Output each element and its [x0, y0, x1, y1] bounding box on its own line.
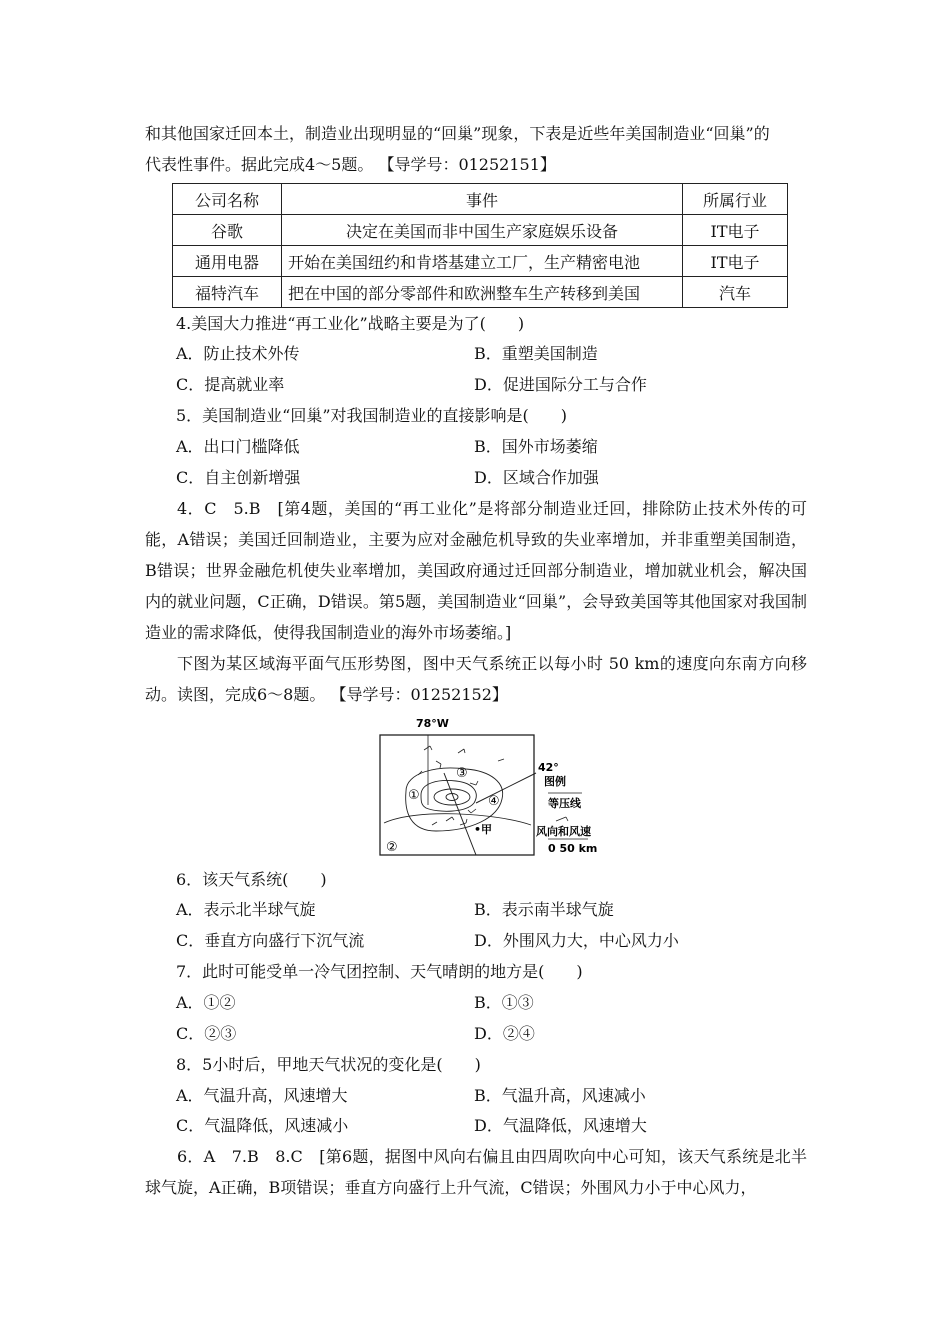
scale-label: 0 50 km — [548, 842, 598, 855]
latitude-label: 42° — [538, 761, 559, 774]
legend-isobar-label: 等压线 — [548, 797, 581, 810]
region-label-2: ② — [386, 840, 398, 855]
table-header-cell: 所属行业 — [683, 184, 788, 215]
q5-option-c: C．自主创新增强 — [176, 468, 301, 487]
table-cell: 谷歌 — [173, 215, 282, 246]
q8-option-d: D．气温降低，风速增大 — [474, 1116, 647, 1135]
isobar — [384, 814, 531, 825]
table-cell: IT电子 — [683, 246, 788, 277]
events-table — [172, 183, 788, 308]
table-header-cell: 公司名称 — [173, 184, 282, 215]
q7-option-b: B．①③ — [474, 993, 534, 1012]
table-cell: 福特汽车 — [173, 277, 282, 308]
region-label-3: ③ — [456, 766, 468, 781]
question-4-stem: 4.美国大力推进“再工业化”战略主要是为了( ) — [176, 314, 525, 333]
q8-option-c: C．气温降低，风速减小 — [176, 1116, 349, 1135]
intro-line-2: 代表性事件。据此完成4～5题。 【导学号：01252151】 — [145, 155, 556, 174]
longitude-label: 78°W — [416, 717, 449, 730]
q7-option-c: C．②③ — [176, 1024, 237, 1043]
point-jia-label: •甲 — [474, 823, 493, 836]
front-line — [476, 773, 536, 803]
q5-option-a: A．出口门槛降低 — [176, 437, 300, 456]
table-cell: 开始在美国纽约和肯塔基建立工厂，生产精密电池 — [282, 246, 683, 277]
q6-option-a: A．表示北半球气旋 — [176, 900, 316, 919]
question-7-stem: 7．此时可能受单一冷气团控制、天气晴朗的地方是( ) — [176, 962, 583, 981]
q7-option-d: D．②④ — [474, 1024, 535, 1043]
intro-6-8: 下图为某区域海平面气压形势图，图中天气系统正以每小时 50 km的速度向东南方向移动。读图，完成6～8题。 【导学号：01252152】 — [145, 654, 807, 704]
table-header-cell: 事件 — [282, 184, 683, 215]
question-8-stem: 8．5小时后，甲地天气状况的变化是( ) — [176, 1055, 481, 1074]
answer-6-8: 6．A 7.B 8.C [第6题，据图中风向右偏且由四周吹向中心可知，该天气系统是北半球气旋，A正确，B项错误；垂直方向盛行上升气流，C错误；外围风力小于中心风力， — [145, 1147, 807, 1197]
legend-wind-swatch — [556, 817, 568, 821]
question-5-stem: 5．美国制造业“回巢”对我国制造业的直接影响是( ) — [176, 406, 568, 425]
q5-option-b: B．国外市场萎缩 — [474, 437, 598, 456]
legend-wind-label: 风向和风速 — [536, 825, 591, 838]
q6-option-d: D．外围风力大，中心风力小 — [474, 931, 679, 950]
table-cell: 把在中国的部分零部件和欧洲整车生产转移到美国 — [282, 277, 683, 308]
table-row — [173, 215, 788, 246]
q7-option-a: A．①② — [176, 993, 236, 1012]
q5-option-d: D．区域合作加强 — [474, 468, 599, 487]
table-header-row — [173, 184, 788, 215]
q4-option-b: B．重塑美国制造 — [474, 344, 598, 363]
weather-map-figure — [376, 713, 612, 859]
wind-barbs — [418, 746, 504, 825]
q4-option-a: A．防止技术外传 — [176, 344, 300, 363]
legend-title: 图例 — [544, 775, 566, 788]
q4-option-d: D．促进国际分工与合作 — [474, 375, 647, 394]
q8-option-a: A．气温升高，风速增大 — [176, 1086, 348, 1105]
q4-option-c: C．提高就业率 — [176, 375, 285, 394]
table-cell: 决定在美国而非中国生产家庭娱乐设备 — [282, 215, 683, 246]
intro-paragraph — [145, 118, 807, 180]
table-cell: IT电子 — [683, 215, 788, 246]
intro-line-1: 和其他国家迁回本土，制造业出现明显的“回巢”现象，下表是近些年美国制造业“回巢”的 — [145, 124, 770, 143]
table-row — [173, 277, 788, 308]
table-cell: 通用电器 — [173, 246, 282, 277]
isobar — [434, 789, 470, 805]
table-row — [173, 246, 788, 277]
region-label-4: ④ — [488, 794, 500, 809]
answer-4-5: 4．C 5.B [第4题，美国的“再工业化”是将部分制造业迁回，排除防止技术外传的可能，A错误；美国迁回制造业，主要为应对金融危机导致的失业率增加，并非重塑美国制造，B错误；世界金融危机使失业率增加，美国政府通过迁回部分制造业，增加就业机会，解决国内的就业问题，C正确，D错误。第5题，美国制造业“回巢”，会导致美国等其他国家对我国制造业的需求降低，使得我国制造业的海外市场萎缩。] — [145, 499, 807, 642]
q6-option-b: B．表示南半球气旋 — [474, 900, 614, 919]
region-label-1: ① — [408, 788, 420, 803]
q6-option-c: C．垂直方向盛行下沉气流 — [176, 931, 365, 950]
q8-option-b: B．气温升高，风速减小 — [474, 1086, 646, 1105]
table-cell: 汽车 — [683, 277, 788, 308]
question-6-stem: 6．该天气系统( ) — [176, 870, 327, 889]
